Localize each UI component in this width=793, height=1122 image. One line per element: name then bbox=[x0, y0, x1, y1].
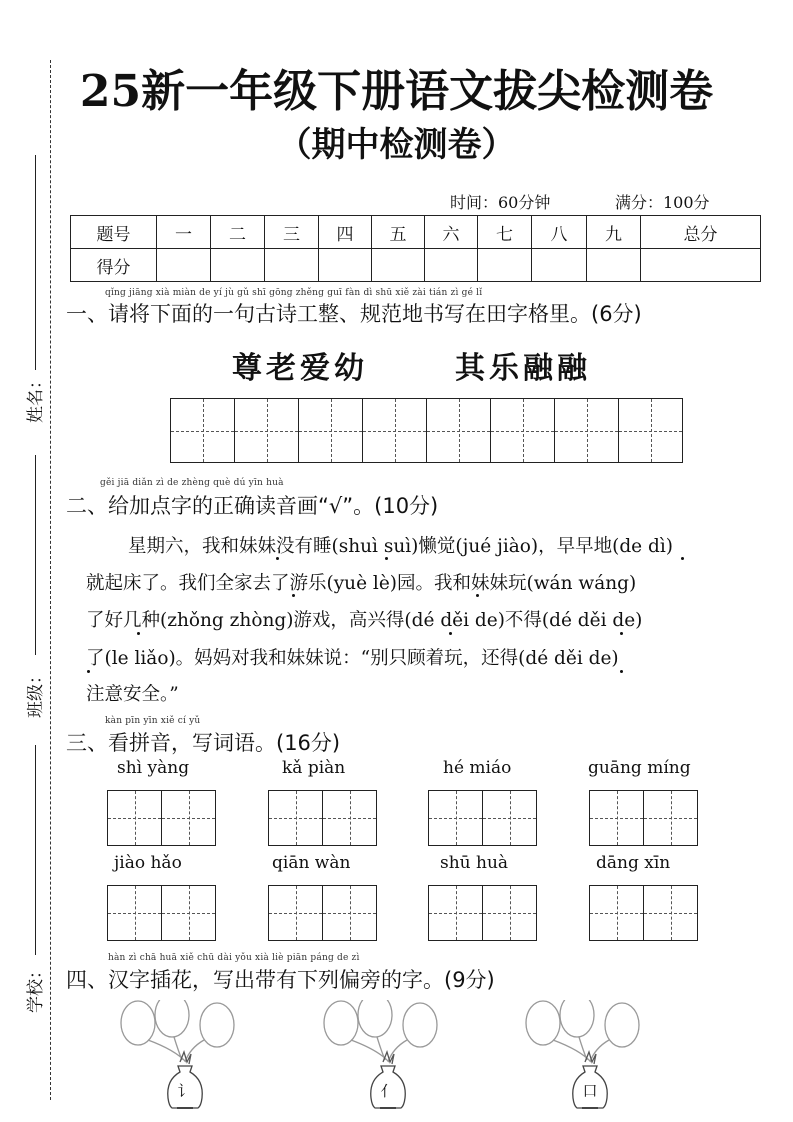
tian-cell[interactable] bbox=[482, 885, 537, 941]
header-cell: 七 bbox=[478, 216, 532, 249]
flower-circle[interactable] bbox=[155, 1000, 189, 1037]
tian-cell[interactable] bbox=[428, 885, 483, 941]
word-pinyin: shū huà bbox=[440, 853, 509, 873]
q3-heading: 三、看拼音，写词语。(16分) bbox=[66, 731, 341, 755]
word-pinyin: jiào hǎo bbox=[114, 853, 182, 873]
flower-circle[interactable] bbox=[200, 1003, 234, 1047]
flower-circle[interactable] bbox=[121, 1001, 155, 1045]
header-cell: 五 bbox=[372, 216, 425, 249]
tian-cell[interactable] bbox=[268, 885, 323, 941]
tian-cell[interactable] bbox=[490, 398, 555, 463]
flower-circle[interactable] bbox=[560, 1000, 594, 1037]
emphasis-dot bbox=[137, 632, 140, 635]
passage-line: 了好几种(zhǒng zhòng)游戏，高兴得(dé děi de)不得(dé děi de) bbox=[86, 610, 643, 631]
q4-heading: 四、汉字插花，写出带有下列偏旁的字。(9分) bbox=[66, 968, 495, 992]
header-cell: 二 bbox=[211, 216, 265, 249]
tian-cell[interactable] bbox=[589, 885, 644, 941]
word-pinyin: dāng xīn bbox=[596, 853, 671, 873]
tian-cell[interactable] bbox=[482, 790, 537, 846]
tian-cell[interactable] bbox=[161, 790, 216, 846]
emphasis-dot bbox=[681, 557, 684, 560]
exam-time: 时间：60分钟 bbox=[450, 193, 551, 212]
tian-cell[interactable] bbox=[107, 790, 162, 846]
header-cell: 总分 bbox=[641, 216, 761, 249]
score-cell[interactable] bbox=[372, 249, 425, 282]
tian-cell[interactable] bbox=[643, 790, 698, 846]
header-cell: 一 bbox=[157, 216, 211, 249]
tian-cell[interactable] bbox=[362, 398, 427, 463]
emphasis-dot bbox=[276, 557, 279, 560]
score-cell[interactable] bbox=[425, 249, 478, 282]
word-pinyin: shì yàng bbox=[117, 758, 190, 778]
radical-label: 亻 bbox=[380, 1082, 396, 1100]
emphasis-dot bbox=[385, 557, 388, 560]
header-cell: 八 bbox=[532, 216, 587, 249]
q1-heading: 一、请将下面的一句古诗工整、规范地书写在田字格里。(6分) bbox=[66, 302, 642, 326]
passage-line: 注意安全。” bbox=[86, 684, 179, 705]
exam-full-score: 满分：100分 bbox=[615, 193, 710, 212]
flower-circle[interactable] bbox=[403, 1003, 437, 1047]
tian-cell[interactable] bbox=[554, 398, 619, 463]
binding-line bbox=[50, 60, 51, 1100]
poem-part-1: 尊老爱幼 bbox=[232, 351, 368, 386]
emphasis-dot bbox=[620, 632, 623, 635]
tian-cell[interactable] bbox=[268, 790, 323, 846]
emphasis-dot bbox=[476, 594, 479, 597]
score-cell[interactable] bbox=[157, 249, 211, 282]
score-cell[interactable] bbox=[532, 249, 587, 282]
name-line bbox=[35, 155, 36, 370]
radical-label: 讠 bbox=[177, 1082, 193, 1100]
score-cell[interactable] bbox=[265, 249, 319, 282]
header-cell: 四 bbox=[319, 216, 372, 249]
word-pinyin: qiān wàn bbox=[272, 853, 351, 873]
tian-cell[interactable] bbox=[618, 398, 683, 463]
score-cell[interactable] bbox=[587, 249, 641, 282]
page-subtitle: （期中检测卷） bbox=[277, 125, 516, 165]
flower-vase bbox=[323, 1000, 463, 1110]
flower-vase bbox=[120, 1000, 260, 1110]
tian-cell[interactable] bbox=[643, 885, 698, 941]
q2-pinyin: gěi jiā diǎn zì de zhèng què dú yīn huà bbox=[100, 478, 284, 488]
header-cell: 题号 bbox=[71, 216, 157, 249]
tian-cell[interactable] bbox=[170, 398, 235, 463]
emphasis-dot bbox=[292, 594, 295, 597]
word-pinyin: hé miáo bbox=[443, 758, 512, 778]
tian-cell[interactable] bbox=[107, 885, 162, 941]
flower-circle[interactable] bbox=[324, 1001, 358, 1045]
tian-cell[interactable] bbox=[322, 790, 377, 846]
passage-line: 就起床了。我们全家去了游乐(yuè lè)园。我和妹妹玩(wán wáng) bbox=[86, 573, 637, 594]
emphasis-dot bbox=[87, 670, 90, 673]
class-label: 班级： bbox=[26, 667, 46, 718]
tian-cell[interactable] bbox=[322, 885, 377, 941]
score-table bbox=[70, 215, 761, 282]
score-label: 得分 bbox=[71, 249, 157, 282]
q3-pinyin: kàn pīn yīn xiě cí yǔ bbox=[105, 716, 201, 726]
emphasis-dot bbox=[449, 632, 452, 635]
header-cell: 九 bbox=[587, 216, 641, 249]
tian-cell[interactable] bbox=[298, 398, 363, 463]
page-title: 25新一年级下册语文拔尖检测卷 bbox=[79, 66, 714, 117]
school-line bbox=[35, 745, 36, 955]
flower-circle[interactable] bbox=[605, 1003, 639, 1047]
q4-pinyin: hàn zì chā huā xiě chū dài yǒu xià liè piān páng de zì bbox=[108, 953, 360, 963]
tian-cell[interactable] bbox=[428, 790, 483, 846]
class-line bbox=[35, 455, 36, 655]
poem-part-2: 其乐融融 bbox=[455, 351, 591, 386]
tian-cell[interactable] bbox=[426, 398, 491, 463]
score-cell[interactable] bbox=[319, 249, 372, 282]
tian-cell[interactable] bbox=[589, 790, 644, 846]
tian-cell[interactable] bbox=[161, 885, 216, 941]
radical-label: 口 bbox=[582, 1082, 598, 1100]
score-cell[interactable] bbox=[211, 249, 265, 282]
school-label: 学校： bbox=[26, 962, 46, 1013]
flower-circle[interactable] bbox=[526, 1001, 560, 1045]
score-cell[interactable] bbox=[641, 249, 761, 282]
passage-line: 星期六，我和妹妹没有睡(shuì suì)懒觉(jué jiào)，早早地(de dì) bbox=[128, 536, 673, 557]
name-label: 姓名： bbox=[26, 372, 46, 423]
header-cell: 三 bbox=[265, 216, 319, 249]
q2-heading: 二、给加点字的正确读音画“√”。(10分) bbox=[66, 494, 439, 518]
flower-circle[interactable] bbox=[358, 1000, 392, 1037]
emphasis-dot bbox=[620, 670, 623, 673]
tian-cell[interactable] bbox=[234, 398, 299, 463]
word-pinyin: guāng míng bbox=[588, 758, 691, 778]
score-cell[interactable] bbox=[478, 249, 532, 282]
passage-line: 了(le liǎo)。妈妈对我和妹妹说：“别只顾着玩，还得(dé děi de) bbox=[86, 648, 619, 669]
word-pinyin: kǎ piàn bbox=[282, 758, 346, 778]
q1-pinyin: qǐng jiāng xià miàn de yí jù gǔ shī gōng zhěng guī fàn dì shū xiě zài tián zì gé lǐ bbox=[105, 288, 483, 298]
flower-vase bbox=[525, 1000, 665, 1110]
header-cell: 六 bbox=[425, 216, 478, 249]
